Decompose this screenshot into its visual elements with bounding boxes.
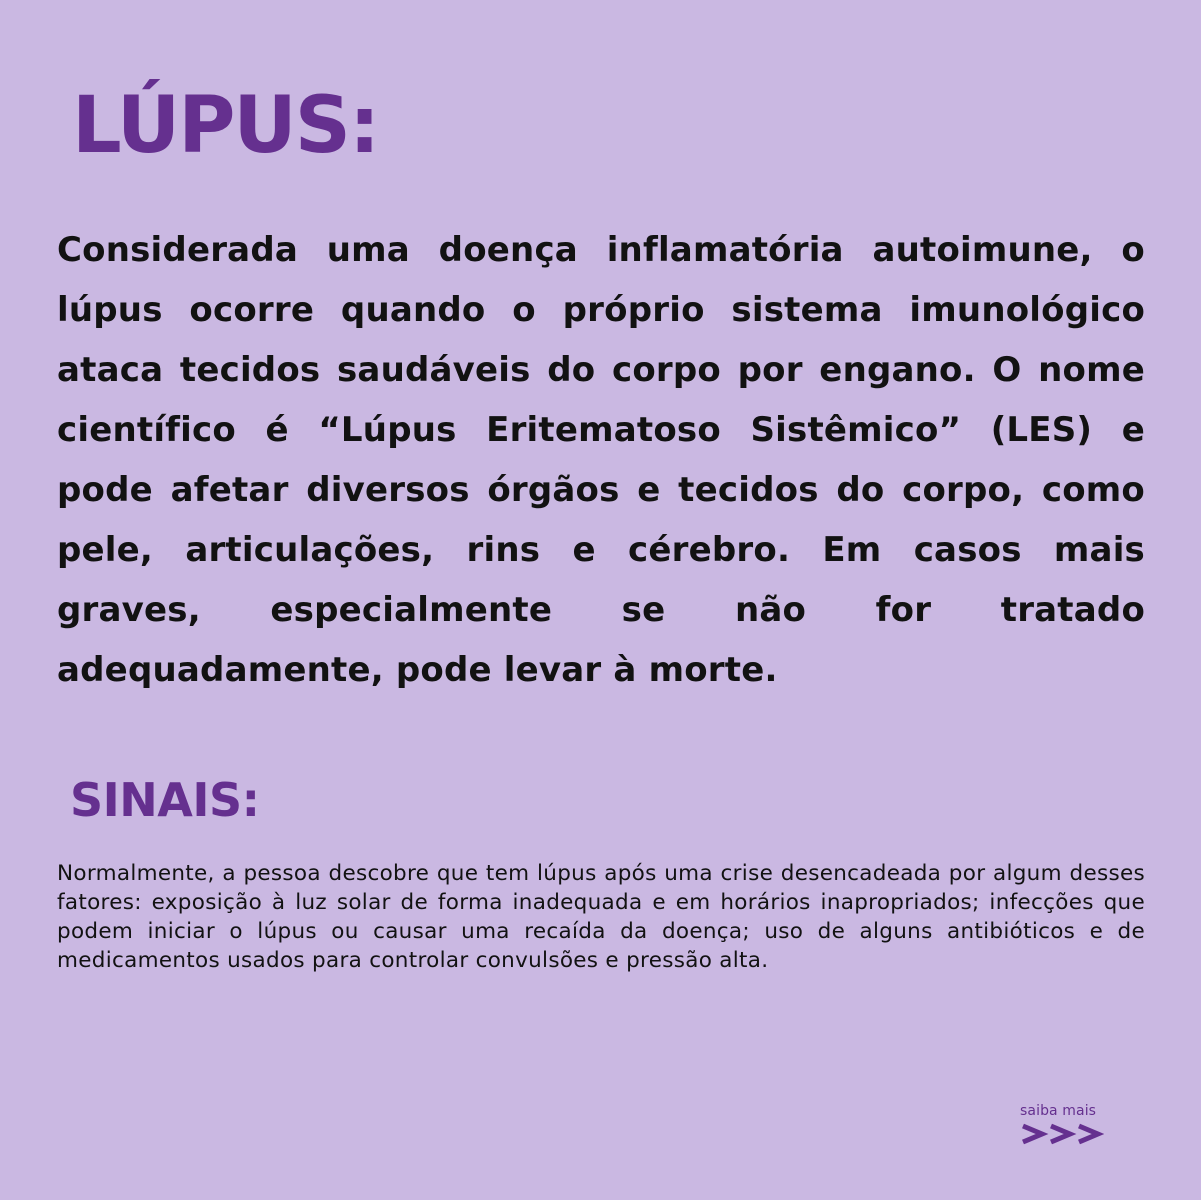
triple-chevron-right-icon <box>1020 1122 1120 1151</box>
signs-heading: SINAIS: <box>70 773 260 827</box>
saiba-mais-link[interactable] <box>1020 1102 1120 1151</box>
intro-paragraph: Considerada uma doença inflamatória autoimune, o lúpus ocorre quando o próprio sistema imunológico ataca tecidos saudáveis do corpo por engano. O nome científico é “Lúpus Eritematoso Sistêmico” (LES) e pode afetar diversos órgãos e tecidos do corpo, como pele, articulações, rins e cérebro. Em casos mais graves, especialmente se não for tratado adequadamente, pode levar à morte. <box>57 230 1145 690</box>
saiba-mais-label: saiba mais <box>1020 1103 1097 1119</box>
page-title: LÚPUS: <box>72 81 379 171</box>
signs-paragraph: Normalmente, a pessoa descobre que tem lúpus após uma crise desencadeada por algum desses fatores: exposição à luz solar de forma inadequada e em horários inapropriados; infecções que podem iniciar o lúpus ou causar uma recaída da doença; uso de alguns antibióticos e de medicamentos usados para controlar convulsões e pressão alta. <box>57 861 1145 973</box>
